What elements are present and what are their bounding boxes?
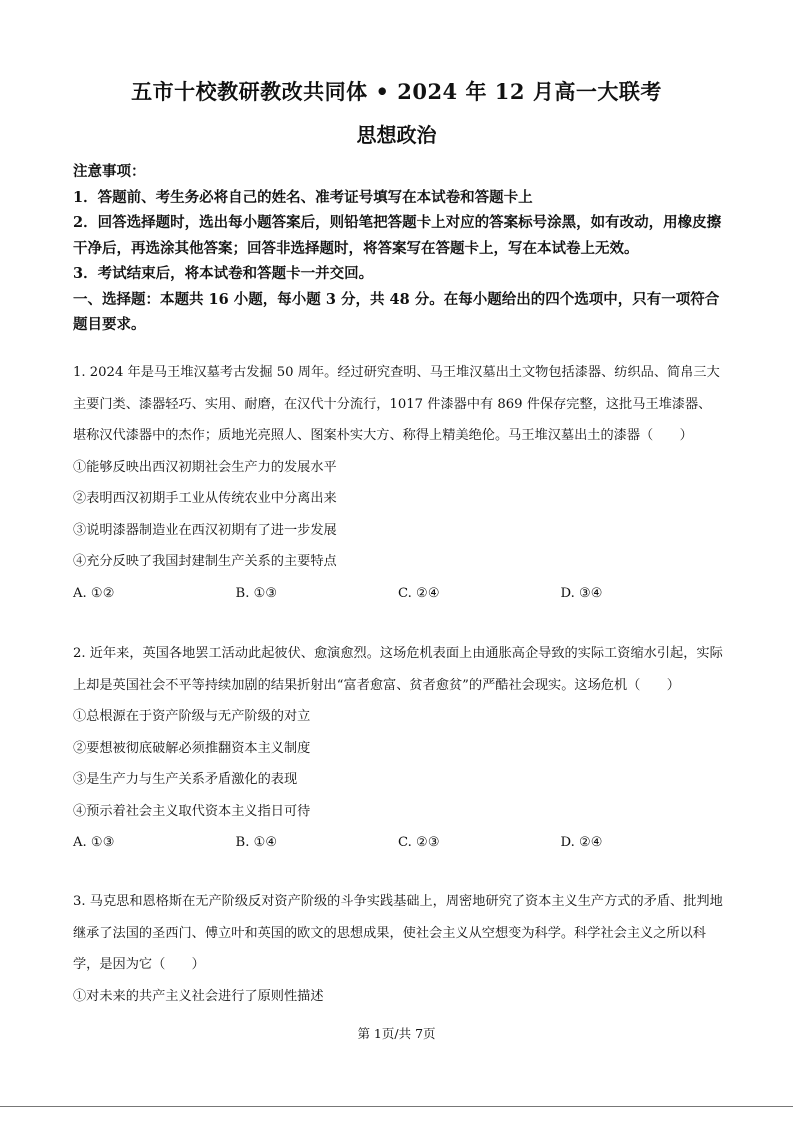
bottom-divider bbox=[0, 1106, 793, 1107]
notice-section bbox=[73, 159, 723, 338]
answer-choices bbox=[73, 827, 723, 859]
question-option: ①对未来的共产主义社会进行了原则性描述 bbox=[73, 988, 324, 1004]
choice-a: A. ①② bbox=[73, 585, 115, 601]
question-option: ①总根源在于资产阶级与无产阶级的对立 bbox=[73, 709, 311, 724]
question-option: ②表明西汉初期手工业从传统农业中分离出来 bbox=[73, 491, 337, 506]
answer-choices bbox=[73, 578, 723, 610]
question-stem: 3. 马克思和恩格斯在无产阶级反对资产阶级的斗争实践基础上，周密地研究了资本主义生产方式的矛盾、批判地继承了法国的圣西门、傅立叶和英国的欧文的思想成果，使社会主义从空想变为科学。科学社会主义之所以科学，是因为它（ ） bbox=[73, 894, 723, 972]
page-footer: 第 1页/共 7页 bbox=[357, 1026, 436, 1041]
question-option: ①能够反映出西汉初期社会生产力的发展水平 bbox=[73, 459, 337, 475]
choice-a: A. ①③ bbox=[73, 835, 115, 850]
question-2 bbox=[73, 638, 723, 859]
question-1 bbox=[73, 357, 723, 609]
question-option: ④预示着社会主义取代资本主义指日可待 bbox=[73, 803, 311, 819]
question-stem: 2. 近年来，英国各地罢工活动此起彼伏、愈演愈烈。这场危机表面上由通胀高企导致的实际工资缩水引起，实际上却是英国社会不平等持续加剧的结果折射出“富者愈富、贫者愈贫”的严酷社会现实。这场危机（ ） bbox=[73, 646, 723, 693]
question-3 bbox=[73, 886, 723, 1012]
notice-item: 2．回答选择题时，选出每小题答案后，则铅笔把答题卡上对应的答案标号涂黑，如有改动，用橡皮擦干净后，再选涂其他答案；回答非选择题时，将答案写在答题卡上，写在本试卷上无效。 bbox=[73, 214, 722, 257]
notice-item: 1．答题前、考生务必将自己的姓名、准考证号填写在本试卷和答题卡上 bbox=[73, 188, 533, 206]
choice-c: C. ②④ bbox=[398, 585, 440, 601]
notice-heading: 注意事项： bbox=[73, 163, 146, 180]
choice-d: D. ③④ bbox=[560, 585, 603, 601]
choice-b: B. ①④ bbox=[235, 835, 278, 850]
exam-subject: 思想政治 bbox=[356, 123, 437, 147]
choice-c: C. ②③ bbox=[398, 835, 440, 850]
question-option: ④充分反映了我国封建制生产关系的主要特点 bbox=[73, 554, 337, 569]
question-option: ③是生产力与生产关系矛盾激化的表现 bbox=[73, 772, 298, 787]
choice-b: B. ①③ bbox=[235, 585, 278, 601]
question-option: ③说明漆器制造业在西汉初期有了进一步发展 bbox=[73, 522, 337, 538]
question-option: ②要想被彻底破解必须推翻资本主义制度 bbox=[73, 740, 311, 756]
notice-item: 3．考试结束后，将本试卷和答题卡一并交回。 bbox=[73, 265, 374, 282]
exam-title: 五市十校教研教改共同体 • 2024 年 12 月高一大联考 bbox=[131, 79, 662, 104]
choice-d: D. ②④ bbox=[560, 835, 603, 850]
question-stem: 1. 2024 年是马王堆汉墓考古发掘 50 周年。经过研究查明、马王堆汉墓出土文物包括漆器、纺织品、简帛三大主要门类、漆器轻巧、实用、耐磨，在汉代十分流行，1017 件漆器中有 869 件保存完整，这批马王堆漆器、堪称汉代漆器中的杰作；质地光亮照人、图案朴实大方、称得上精美绝伦。马王堆汉墓出土的漆器（ ） bbox=[73, 365, 720, 443]
section-heading: 一、选择题：本题共 16 小题，每小题 3 分，共 48 分。在每小题给出的四个选项中，只有一项符合题目要求。 bbox=[73, 290, 720, 333]
